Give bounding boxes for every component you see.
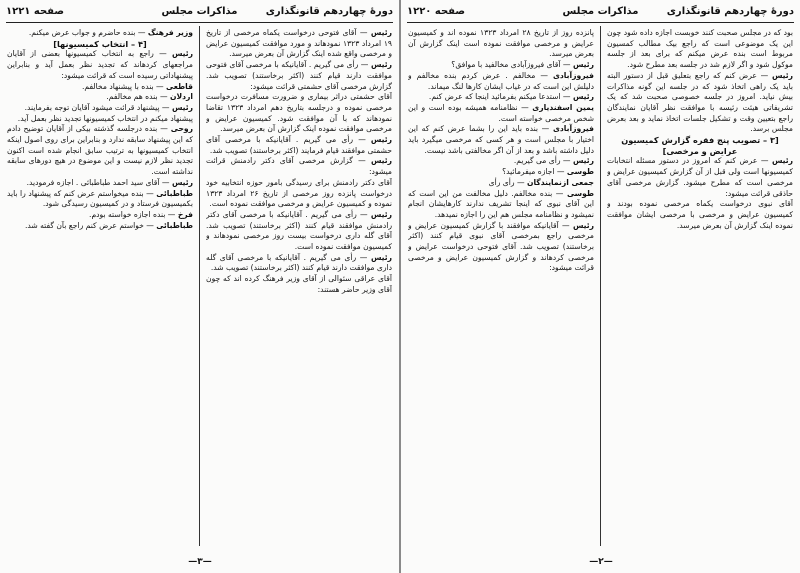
paragraph [408,156,594,167]
journal-title: مذاکرات مجلس [161,6,238,17]
speaker-name: رئیس [370,60,392,70]
paragraph [206,210,392,253]
paragraph [206,253,392,274]
speaker-name: جمعی ازنمایندگان [526,177,594,187]
speech-text: آقای عراقی سئوالی از آقای وزیر فرهنگ کرده اند که چون آقای وزیر حاضر هستند: [206,274,392,294]
speaker-name: رئیس [572,220,594,230]
speech-text: پیشنهاد میکنم در انتخاب کمیسیونها تجدید نظر بعمل آید. [17,113,193,123]
speech-text: — رأی می گیریم . آقایانیکه با مرخصی آقای حشمتی موافقند قیام فرمایند (اکثر برخاستند) تصویب شد. [206,135,392,155]
paragraph [206,135,392,156]
speaker-name: وزیر فرهنگ [147,28,193,37]
paragraph [7,82,193,93]
speaker-name: رئیس [370,135,392,145]
right-page-header [407,6,794,21]
text-column-left [7,28,193,543]
speech-text: — خواستم عرض کنم راجع بآن گفته شد. [24,220,154,230]
paragraph [607,156,793,199]
speaker-name: طباطبائی [156,188,193,198]
speaker-name: رئیس [370,209,392,219]
paragraph [408,103,594,124]
speaker-name: روحی [170,124,193,134]
speech-text: — رأی می گیریم . آقایانیکه با مرخصی آقای فتوحی موافقت دارند قیام کنند (اکثر برخاستند) تصویب شد. گزارش مرخصی آقای حشمتی قرائت میشود: [206,60,392,91]
speech-text: — بنده باید این را بشما عرض کنم که این اختیار با مجلس است و هر کسی که مرخصی میگیرد باید دلیل داشته باشد و بعد از آن اگر مخالفتی باشد نیست. [408,124,594,155]
paragraph [206,28,392,60]
paragraph [7,189,193,210]
speaker-name: رئیس [370,252,392,262]
right-page [401,0,800,573]
session-title: دورهٔ چهاردهم قانونگذاری [666,6,794,17]
paragraph [7,28,193,39]
speech-text: پانزده روز از تاریخ ۲۸ امرداد ۱۳۲۳ نموده اند و کمیسیون عرایض و مرخصی موافقت نموده است اینک گزارش آن بعرض میرسد. [408,28,594,59]
section-heading: [۳ – تصویب پنج فقره گزارش کمیسیون عرایض و مرخصی] [621,135,779,156]
speech-text: آقای دکتر رادمنش برای رسیدگی بامور حوزه انتخابیه خود درخواست پانزده روز مرخصی از تاریخ ۲۶ امرداد ۱۳۲۳ نموده و کمیسیون عرایض و مرخصی موافقت نموده است. [206,177,392,209]
journal-title: مذاکرات مجلس [562,6,639,17]
speaker-name: فیروزآبادی [552,124,594,134]
speech-text: آقای حشمتی دراثر بیماری و ضرورت مسافرت درخواست مرخصی نموده و درجلسه بتاریخ دهم امرداد ۱۳۲۳ تقاضا نمودهاند که با آن موافقت شود. کمیسیون عرایض و مرخصی موافقت نموده اینک گزارش آن بعرض میرسد. [206,92,392,134]
paragraph [7,103,193,114]
paragraph [408,124,594,156]
left-page-header [6,6,393,21]
speaker-name: رئیس [771,70,793,80]
paragraph [7,178,193,189]
paragraph [206,178,392,210]
speech-text: — مخالفم . عرض کردم بنده مخالفم و دلیلش این است که در غیاب ایشان کارها لنگ میماند. [408,70,594,91]
paragraph [408,92,594,103]
session-title: دورهٔ چهاردهم قانونگذاری [265,6,393,17]
paragraph [206,92,392,135]
speaker-name: رئیس [572,60,594,70]
speaker-name: فرخ [177,209,193,219]
paragraph [408,189,594,221]
paragraph [7,92,193,103]
speaker-name: طوسی [566,167,594,177]
left-page [0,0,399,573]
speaker-name: طباطبائی [156,220,193,230]
speech-text: — راجع به انتخاب کمیسیونها بعضی از آقایان مراجعهای کردهاند که تجدید نظر بعمل آید و بنابراین پیشنهاداتی رسیده است که قرائت میشود: [7,49,193,80]
paragraph [607,199,793,231]
speaker-name: رئیس [370,156,392,166]
speaker-name: قاطعی [166,81,193,91]
text-column-right [206,28,392,543]
text-column-right [607,28,793,543]
speech-text: — اجازه میفرمائید؟ [502,167,565,177]
paragraph [408,167,594,178]
paragraph [408,28,594,60]
paragraph [7,221,193,232]
folio-number: —۲— [589,557,613,567]
speaker-name: رئیس [171,49,193,59]
speech-text: — بنده اجازه خواسته بودم. [89,209,176,219]
speaker-name: رئیس [171,177,193,187]
speaker-name: رئیس [370,28,392,37]
speech-text: — بنده مخالفم. دلیل مخالفت من این است که این آقای نبوی که اینجا تشریف ندارند کارهایشان انجام نمیشود و نظامنامه مجلس هم این را اجازه نمیدهد. [408,188,594,219]
speech-text: — بنده هم مخالفم. [106,92,168,102]
paragraph [7,124,193,178]
paragraph [206,274,392,295]
paragraph [408,60,594,71]
speech-text: — عرض کنم که امروز در دستور مسئله انتخابات کمیسیونها است ولی قبل از آن گزارش کمیسیون عرایض و مرخصی است که مطرح میشود. گزارش مرخصی آقای حاذقی قرائت میشود: [607,156,793,198]
speaker-name: طوسی [566,188,594,198]
speech-text: بود که در مجلس صحبت کنند خوبست اجازه داده شود چون این یک موضوعی است که راجع بیک مطالب کمسیون مربوط است بنده عرض میکنم که برای بعد از جلسه موکول شود و اگر لازم شد در جلسه بعد مطرح شود. [607,28,793,70]
speech-text: — گزارش مرخصی آقای دکتر رادمنش قرائت میشود: [206,156,392,177]
paragraph [408,178,594,189]
speech-text: — آقای سید احمد طباطبائی . اجازه فرمودید. [26,177,170,187]
speech-text: — بنده درجلسه گذشته بیکی از آقایان توضیح دادم که این پیشنهاد سابقه ندارد و بنابراین برای روی اصول اینکه انتخاب کمیسیونها به ترتیب سابق انجام شده است اکنون تجدید نظر لازم نیست و این موضوع در هیچ دورهای سابقه نداشته است. [7,124,193,177]
speech-text: — رأی می گیریم. [513,156,571,166]
speech-text: — آقایانیکه موافقند با گزارش کمیسیون عرایض و مرخصی راجع بمرخصی آقای نبوی قیام کنند (اکثر برخاستند) تصویب شد. آقای فتوحی درخواست عرایض و مرخصی کردهاند و گزارش کمیسیون عرایض و مرخصی قرائت میشود: [408,220,594,273]
speech-text: — رأی رأی [488,177,525,187]
speaker-name: رئیس [771,156,793,166]
speaker-name: رئیس [572,156,594,166]
speaker-name: اردلان [169,92,193,102]
paragraph [607,28,793,71]
column-divider [199,26,200,546]
paragraph [206,60,392,92]
paragraph [7,49,193,81]
paragraph [607,71,793,135]
paragraph [408,221,594,275]
speech-text: — استدعا میکنم بفرمائید اینجا که عرض کنم. [428,92,571,102]
paragraph [7,114,193,125]
speech-text: — رأی می گیریم . آقایانیکه با مرخصی آقای دکتر رادمنش موافقند قیام کنند (اکثر برخاستند) تصویب شد. آقای گله داری درخواست بیست روز مرخصی نمودهاند و کمیسیون موافقت نموده است. [206,209,392,252]
speech-text: — بنده میخواستم عرض کنم که پیشنهاد را باید بکمیسیون فرستاد و در کمیسیون رسیدگی شود. [7,188,193,209]
speech-text: — بنده حاضرم و جواب عرض میکنم. [28,28,146,37]
speech-text: — پیشنهاد قرائت میشود آقایان توجه بفرمایند. [24,102,170,112]
speech-text: — آقای فیروزآبادی مخالفید با موافق؟ [451,60,571,70]
speech-text: آقای نبوی درخواست یکماه مرخصی نموده بودند و کمیسیون عرایض و مرخصی با مرخصی ایشان موافقت نموده اینک گزارش آن بعرض میرسد. [607,199,793,230]
column-divider [600,26,601,546]
text-column-left [408,28,594,543]
folio-number: —۳— [188,557,212,567]
paragraph [408,71,594,92]
section-heading: [۴ – انتخاب کمیسیونها] [53,38,147,49]
speaker-name: رئیس [171,102,193,112]
page-number: صفحه ۱۲۲۱ [6,6,65,17]
speaker-name: فیروزآبادی [552,70,594,80]
header-divider [407,22,794,23]
speech-text: — عرض کنم که راجع بتعلیق قبل از دستور البته باید یک راهی اتخاذ شود که در جلسه این گونه مذاکرات بیش نیاید. امروز در جلسه خصوصی صحبت شد که یک تشریفاتی هیئت رئیسه با موافقت نظر آقایان نمایندگان راجع بتعیین وقت و تشکیل جلسات اتخاذ نماید و بعد بعرض مجلس برسد. [607,70,793,134]
speech-text: — آقای فتوحی درخواست یکماه مرخصی از تاریخ ۱۹ امرداد ۱۳۲۳ نمودهاند و مورد موافقت کمیسیون عرایض و مرخصی واقع شده اینک گزارش آن بعرض میرسد. [206,28,392,59]
paragraph [7,210,193,221]
page-number: صفحه ۱۲۲۰ [407,6,466,17]
paragraph [206,156,392,177]
speaker-name: یمین اسفندیاری [532,102,594,112]
header-divider [6,22,393,23]
speech-text: — بنده با پیشنهاد مخالفم. [82,81,164,91]
speech-text: — نظامنامه همیشه بوده است و این شخص مرخصی خواسته است. [408,102,594,123]
speaker-name: رئیس [572,92,594,102]
speech-text: — رأی می گیریم . آقایانیکه با مرخصی آقای گله داری موافقت دارند قیام کنند (اکثر برخاستند) تصویب شد. [206,252,392,273]
